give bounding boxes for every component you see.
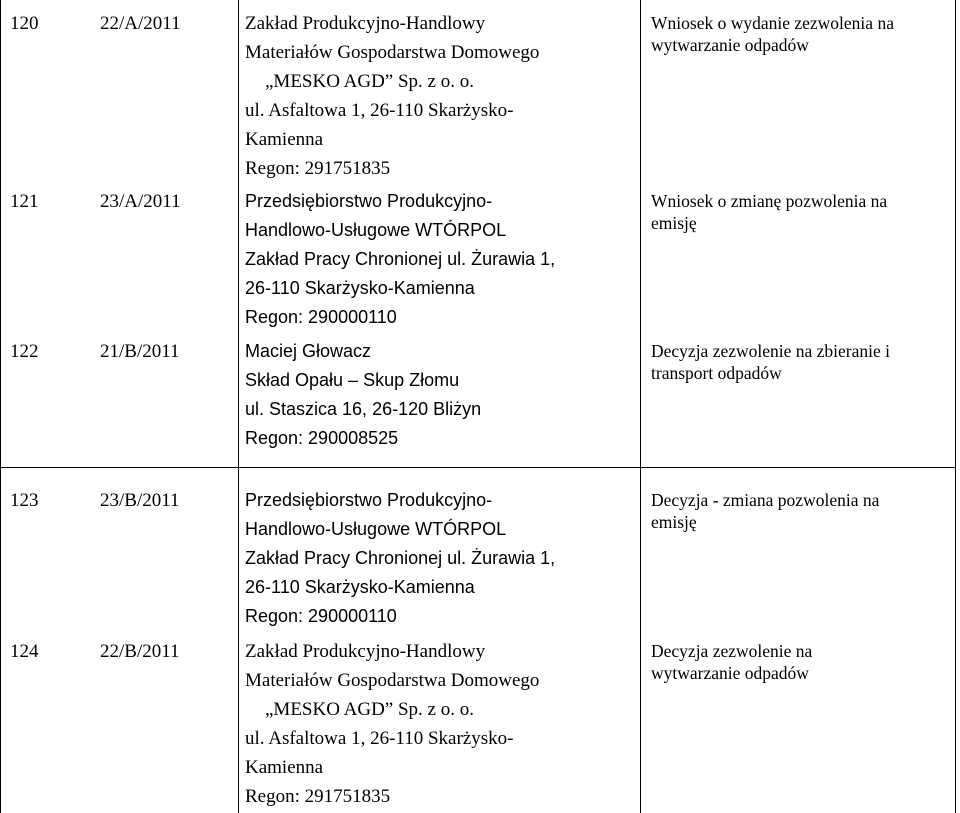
row-description	[651, 640, 812, 684]
entity-line: Handlowo-Usługowe WTÓRPOL	[245, 519, 507, 539]
entity-line: ul. Staszica 16, 26-120 Bliżyn	[245, 399, 482, 419]
entity-line: Handlowo-Usługowe WTÓRPOL	[245, 220, 507, 240]
description-line: wytwarzanie odpadów	[651, 663, 809, 683]
table-border-right	[955, 0, 956, 813]
entity-line: Zakład Pracy Chronionej ul. Żurawia 1,	[245, 548, 556, 568]
row-description	[651, 489, 879, 533]
row-entity	[245, 337, 481, 453]
entity-line: Przedsiębiorstwo Produkcyjno-	[245, 191, 493, 211]
row-entity	[245, 9, 539, 183]
entity-line: Skład Opału – Skup Złomu	[245, 370, 460, 390]
table-border-left	[0, 0, 1, 813]
entity-line: Kamienna	[245, 129, 324, 150]
entity-line: Maciej Głowacz	[245, 341, 372, 361]
entity-line: Zakład Pracy Chronionej ul. Żurawia 1,	[245, 249, 556, 269]
row-divider	[0, 467, 956, 468]
entity-line: Przedsiębiorstwo Produkcyjno-	[245, 490, 493, 510]
entity-line: Regon: 291751835	[245, 786, 391, 807]
row-entity	[245, 637, 539, 811]
row-number: 121	[10, 191, 39, 212]
entity-line: ul. Asfaltowa 1, 26-110 Skarżysko-	[245, 100, 514, 121]
description-line: emisję	[651, 213, 697, 233]
row-code: 22/A/2011	[100, 13, 181, 34]
column-divider-entity	[238, 0, 239, 813]
entity-line: Regon: 290000110	[245, 307, 397, 327]
entity-line: ul. Asfaltowa 1, 26-110 Skarżysko-	[245, 728, 514, 749]
description-line: Decyzja zezwolenie na zbieranie i	[651, 341, 891, 361]
description-line: emisję	[651, 512, 697, 532]
description-line: wytwarzanie odpadów	[651, 35, 809, 55]
row-code: 23/B/2011	[100, 490, 180, 511]
row-code: 22/B/2011	[100, 641, 180, 662]
entity-line: Regon: 290000110	[245, 606, 397, 626]
entity-line: „MESKO AGD” Sp. z o. o.	[265, 71, 474, 92]
description-line: Wniosek o zmianę pozwolenia na	[651, 191, 888, 211]
row-entity	[245, 486, 555, 631]
row-number: 122	[10, 341, 39, 362]
entity-line: „MESKO AGD” Sp. z o. o.	[265, 699, 474, 720]
column-divider-description	[640, 0, 641, 813]
entity-line: 26-110 Skarżysko-Kamienna	[245, 278, 475, 298]
description-line: Decyzja zezwolenie na	[651, 641, 813, 661]
row-number: 124	[10, 641, 39, 662]
entity-line: Zakład Produkcyjno-Handlowy	[245, 13, 486, 34]
description-line: Wniosek o wydanie zezwolenia na	[651, 13, 894, 33]
row-description	[651, 190, 887, 234]
entity-line: Materiałów Gospodarstwa Domowego	[245, 42, 540, 63]
row-number: 120	[10, 13, 39, 34]
row-code: 23/A/2011	[100, 191, 181, 212]
row-entity	[245, 187, 555, 332]
description-line: transport odpadów	[651, 363, 782, 383]
entity-line: Zakład Produkcyjno-Handlowy	[245, 641, 486, 662]
description-line: Decyzja - zmiana pozwolenia na	[651, 490, 880, 510]
row-number: 123	[10, 490, 39, 511]
entity-line: Materiałów Gospodarstwa Domowego	[245, 670, 540, 691]
entity-line: Kamienna	[245, 757, 324, 778]
entity-line: Regon: 291751835	[245, 158, 391, 179]
row-code: 21/B/2011	[100, 341, 180, 362]
row-description	[651, 340, 890, 384]
entity-line: Regon: 290008525	[245, 428, 399, 448]
row-description	[651, 12, 894, 56]
entity-line: 26-110 Skarżysko-Kamienna	[245, 577, 475, 597]
